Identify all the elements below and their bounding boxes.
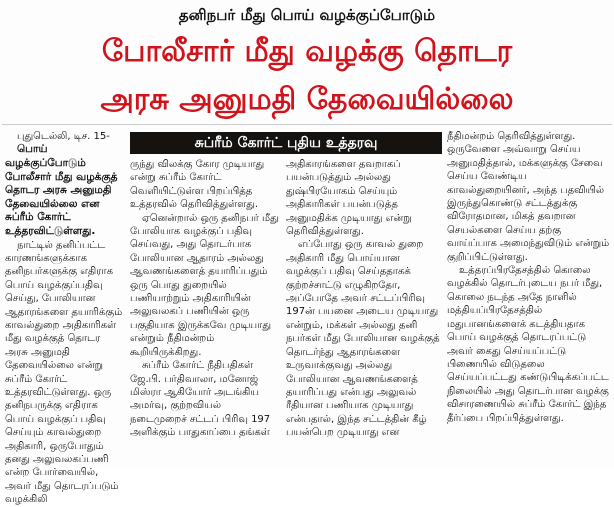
body-paragraph: நீதிமன்றம் தெரிவித்துள்ளது. ஒருவேளை அவ்வாறு செய்ய அனுமதித்தால், மக்களுக்கு சேவை செய்ய வேண்டிய காவல்துறையினர், அந்த பதவியில் இருந்துகொண்டு சட்டத்துக்கு விரோதமான, மிகத் தவறான செயல்களை செய்ய தற்கு வாய்ப்பாக அமைந்துவிடும் என்றும் குறிப்பிட்டுள்ளது.: [447, 131, 610, 263]
headline-line-1: போலீசார் மீது வழக்கு தொடர: [101, 34, 513, 69]
sub-headline-banner: சுப்ரீம் கோர்ட் புதிய உத்தரவு: [130, 132, 442, 154]
kicker-line: தனிநபர் மீது பொய் வழக்குப்போடும்: [178, 6, 436, 24]
lead-paragraph: பொய் வழக்குப்போடும் போலீசார் மீது வழக்குத் தொடர அரசு அனுமதி தேவையில்லை என சுப்ரீம் கோர்ட் உத்தரவிட்டுள்ளது.: [5, 143, 118, 237]
divider: [2, 124, 612, 125]
body-paragraph: ருந்து விலக்கு கோர முடியாது என்று சுப்ரீம் கோர்ட் வெளியிட்டுள்ள பிறப்பித்த உத்தரவில் தெரிவித்துள்ளது.: [130, 159, 265, 211]
column-1: [5, 130, 123, 506]
body-paragraph: ஏனென்றால் ஒரு தனிநபர் மீது போலியாக வழக்குப் பதிவு செய்வது, அது தொடர்பாக போலியான ஆதாரம் அல்லது ஆவணங்களைத் தயாரிப்பதும் ஒரு பொது துறையில் பணியாற்றும் அதிகாரியின் அலுவலகப் பணியின் ஒரு பகுதியாக இருக்கவே முடியாது என்றும் நீதிமன்றம் கூறியிருக்கிறது.: [130, 212, 279, 358]
column-4: [447, 130, 611, 468]
headline-line-2: அரசு அனுமதி தேவையில்லை: [100, 82, 514, 117]
column-2: [130, 158, 280, 468]
dateline: புதுடெல்லி, டிச. 15-: [17, 131, 110, 142]
body-paragraph: உத்தரப்பிரதேசத்தில் கொலை வழக்கில் தொடர்புடைய நபர் மீது, கொலை நடந்த அதே நாளில் மத்தியப்பிரதேசத்தில் மதுபானங்களைக் கடத்தியதாக பொய் வழக்குத் தொடரப்பட்டு அவர் கைது செய்யப்பட்டு பிணையில் விடுதலை செய்யப்பட்டது கண்டுபிடிக்கப்பட்ட நிலையில் அது தொடர்பான வழக்கு விசாரணையில் சுப்ரீம் கோர்ட் இந்த தீர்ப்பை பிறப்பித்துள்ளது.: [447, 265, 609, 424]
body-paragraph: அதிகாரங்களை தவறாகப் பயன்படுத்தும் அல்லது துஷ்பிரயோகம் செய்யும் அதிகாரிகள் பயன்படுத்த அனுமதிக்க முடியாது என்று தெரிவித்துள்ளது.: [286, 159, 412, 238]
body-paragraph: சுப்ரீம் கோர்ட் நீதிபதிகள் ஜே.பி. பர்திவாலா, மனோஜ் மிஸ்ரா ஆகியோர் அடங்கிய அமர்வு, குற்றவியல் நடைமுறைச் சட்டப் பிரிவு 197 அளிக்கும் பாதுகாப்பை தங்கள்: [130, 360, 271, 439]
column-3: [286, 158, 442, 468]
body-paragraph: நாட்டில் தனிப்பட்ட காரணங்களுக்காக தனிநபர்களுக்கு எதிராக பொய் வழக்குப்பதிவு செய்து, போலியான ஆதாரங்களை தயாரிக்கும் காவல்துறை அதிகாரிகள் மீது வழக்குத் தொடர அரசு அனுமதி தேவையில்லை என்று சுப்ரீம் கோர்ட் உத்தரவிட்டுள்ளது. ஒரு தனிநபருக்கு எதிராக பொய் வழக்குப் பதிவு செய்யும் காவல்துறை அதிகாரி, ஒருபோதும் தனது அலுவலகப்பணி என்ற போர்வையில், அவர் மீது தொடரப்படும் வழக்கிலி: [5, 239, 123, 506]
body-paragraph: எப்போது ஒரு காவல் துறை அதிகாரி மீது பொய்யான வழக்குப் பதிவு செய்ததாகக் குற்றச்சாட்டு எழுகிறதோ, அப்போதே அவர் சட்டப்பிரிவு 197ன் பயனை அடைய முடியாது என்றும், மக்கள் அல்லது தனி நபர்கள் மீது போலியான வழக்குத் தொடர்ந்து ஆதாரங்களை உருவாக்குவது அல்லது போலியான ஆவணங்களைத் தயாரிப்பது என்பது அலுவல் ரீதியான பணியாக முடியாது என்பதால், இந்த சட்டத்தின் கீழ் பயன்பெற முடியாது என: [286, 239, 440, 439]
